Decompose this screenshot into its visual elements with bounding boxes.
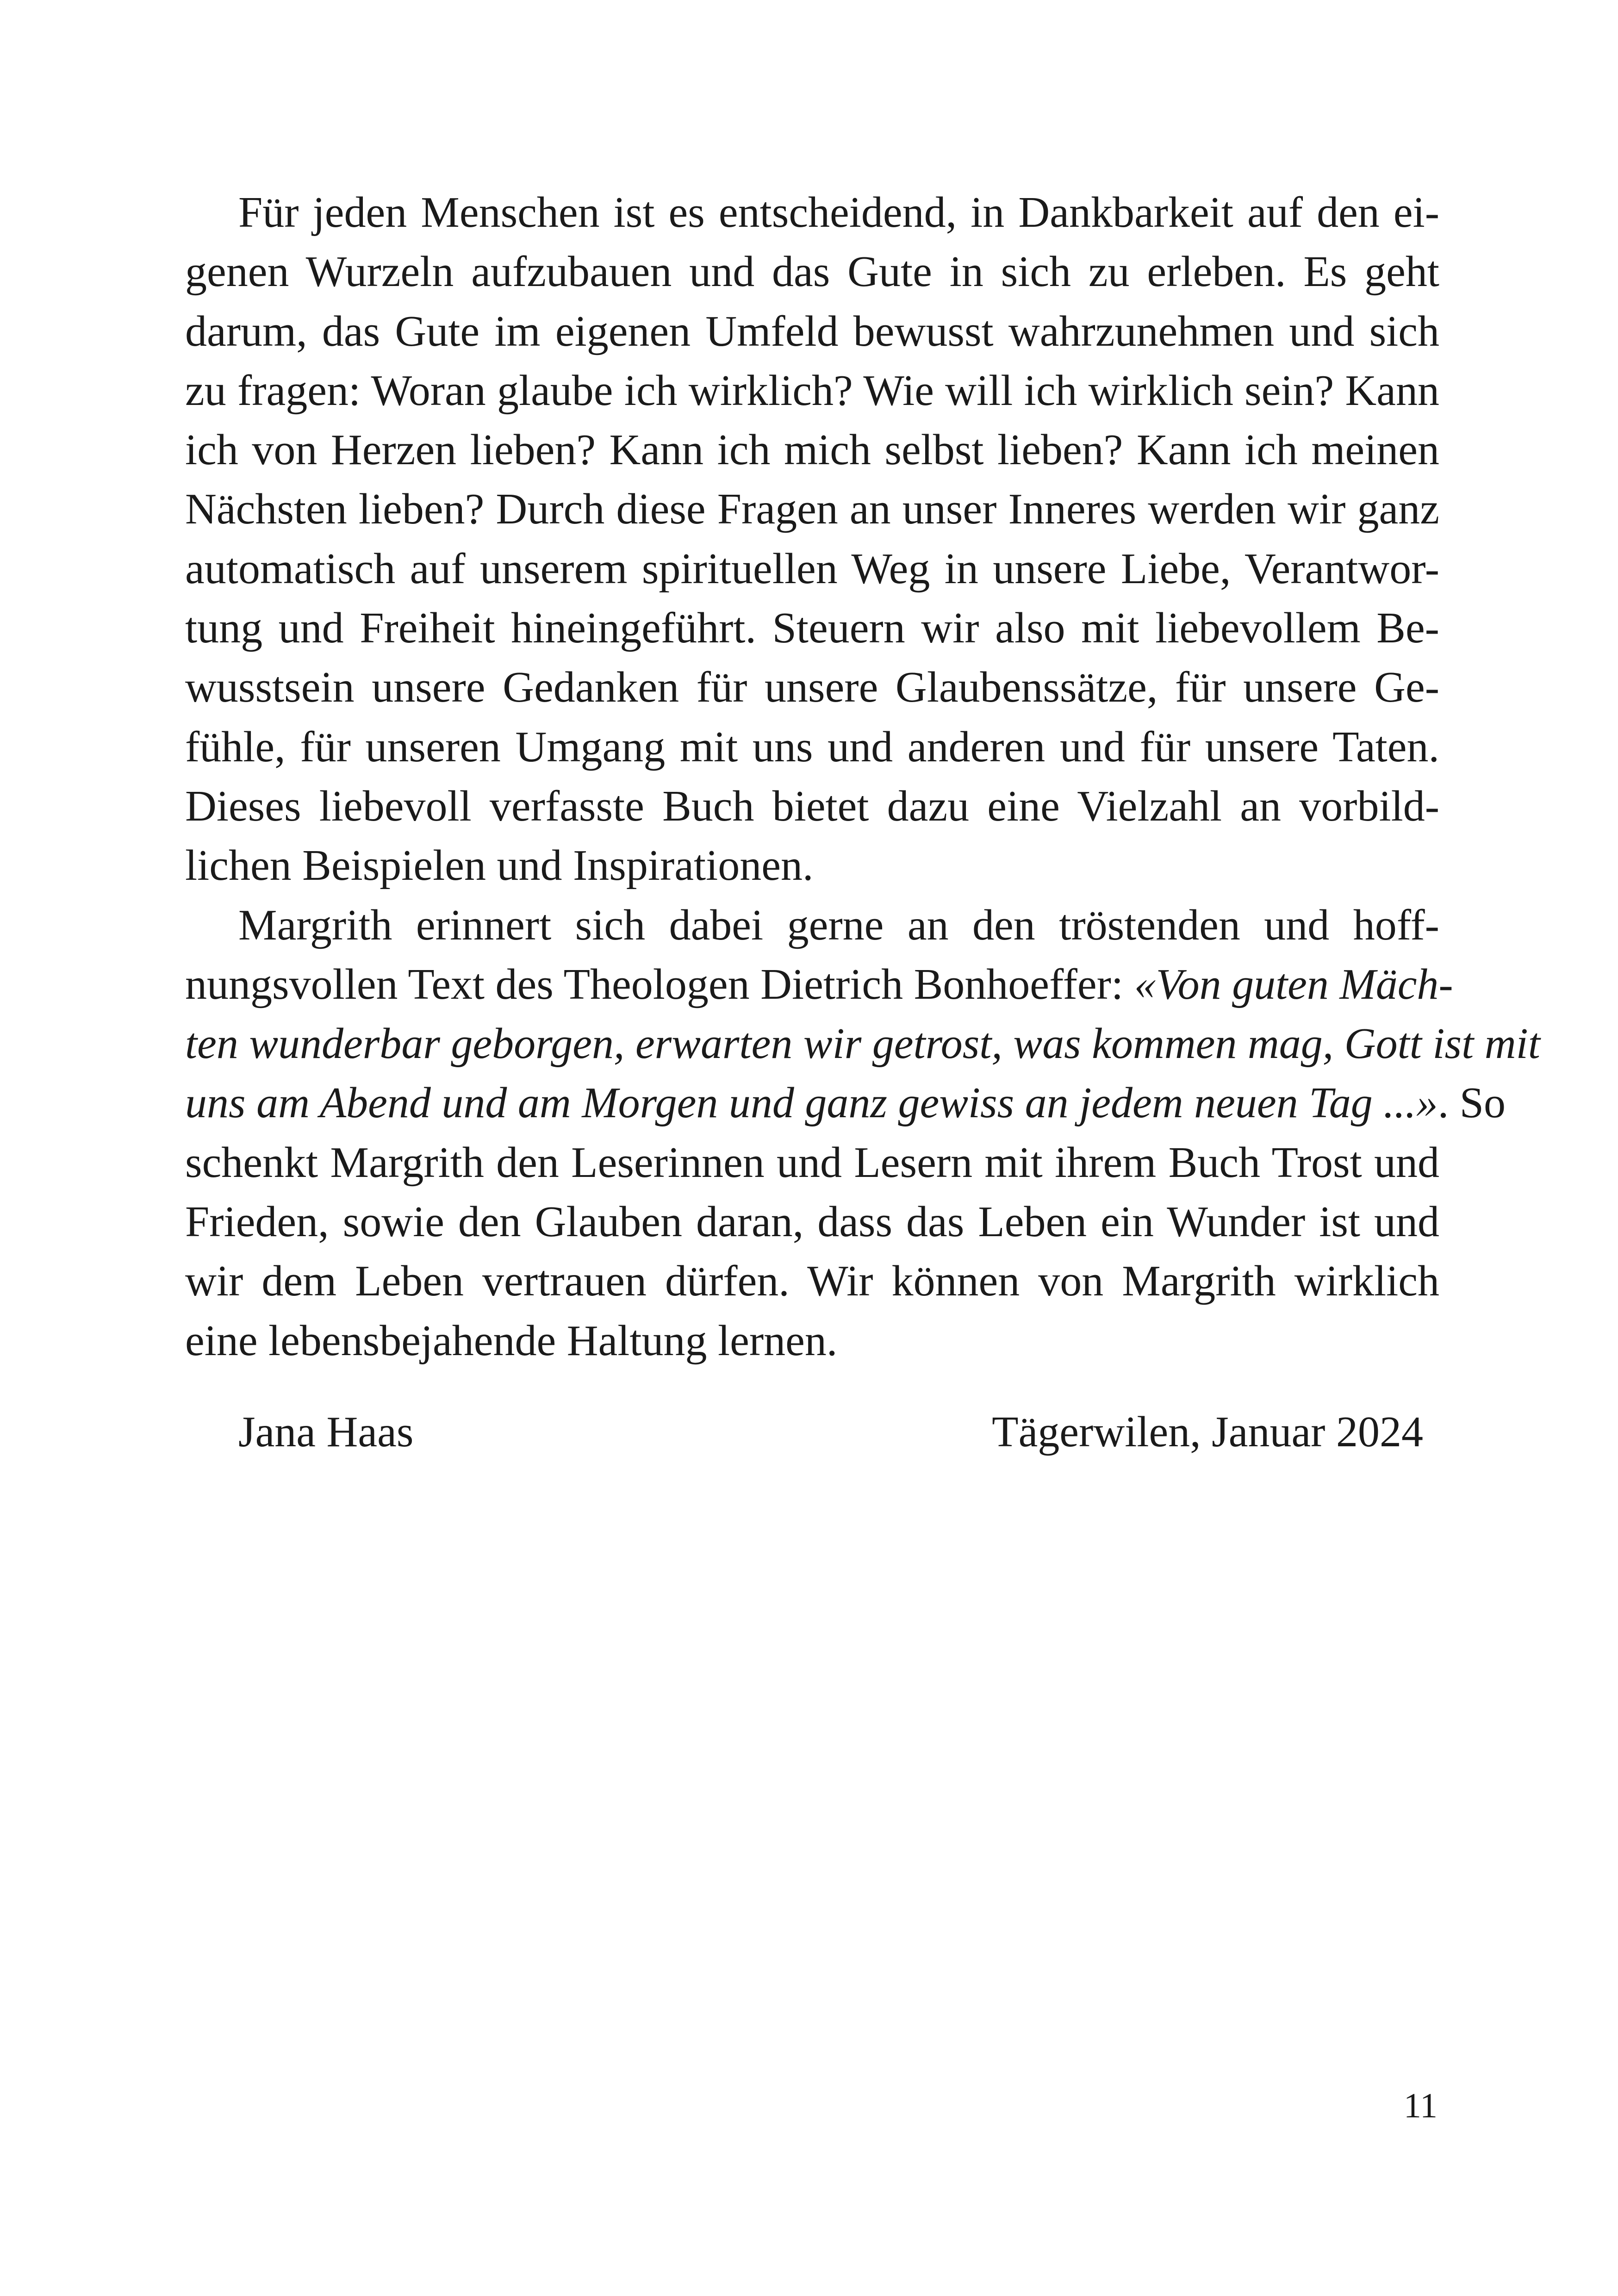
text-line: ich von Herzen lieben? Kann ich mich selbst lieben? Kann ich meinen (185, 426, 1439, 474)
text-run: . So (1438, 1079, 1506, 1127)
signature-block (238, 1402, 1423, 1462)
text-line: lichen Beispielen und Inspirationen. (185, 841, 814, 890)
page-number: 11 (1403, 2086, 1438, 2125)
text-line: eine lebensbejahende Haltung lernen. (185, 1316, 838, 1365)
paragraph (185, 896, 1540, 1370)
paragraph (185, 183, 1439, 896)
text-line: automatisch auf unserem spirituellen Weg in unsere Liebe, Verantwor- (185, 544, 1439, 593)
author-name: Jana Haas (238, 1408, 414, 1456)
text-line: Nächsten lieben? Durch diese Fragen an unser Inneres werden wir ganz (185, 485, 1439, 534)
text-line: Frieden, sowie den Glauben daran, dass das Leben ein Wunder ist und (185, 1198, 1439, 1246)
text-line: fühle, für unseren Umgang mit uns und anderen und für unsere Taten. (185, 722, 1439, 771)
text-line: darum, das Gute im eigenen Umfeld bewusst wahrzunehmen und sich (185, 307, 1439, 355)
text-line: wir dem Leben vertrauen dürfen. Wir können von Margrith wirklich (185, 1257, 1439, 1306)
place-date: Tägerwilen, Januar 2024 (992, 1408, 1423, 1456)
quote-text: «Von guten Mäch- (1134, 960, 1453, 1008)
text-line (185, 1073, 1506, 1132)
text-line: Für jeden Menschen ist es entscheidend, in Dankbarkeit auf den ei- (238, 188, 1439, 236)
body-text (185, 183, 1540, 1370)
text-line (185, 955, 1453, 1014)
text-line: Margrith erinnert sich dabei gerne an den tröstenden und hoff- (238, 901, 1439, 949)
text-line: zu fragen: Woran glaube ich wirklich? Wie will ich wirklich sein? Kann (185, 366, 1439, 415)
text-line: wusstsein unsere Gedanken für unsere Glaubenssätze, für unsere Ge- (185, 663, 1439, 712)
text-line: tung und Freiheit hineingeführt. Steuern wir also mit liebevollem Be- (185, 604, 1439, 653)
text-line: schenkt Margrith den Leserinnen und Lesern mit ihrem Buch Trost und (185, 1138, 1439, 1187)
text-line: Dieses liebevoll verfasste Buch bietet dazu eine Vielzahl an vorbild- (185, 782, 1439, 830)
quote-text: uns am Abend und am Morgen und ganz gewiss an jedem neuen Tag ...» (185, 1079, 1438, 1127)
text-line: genen Wurzeln aufzubauen und das Gute in sich zu erleben. Es geht (185, 248, 1439, 296)
quote-text: ten wunderbar geborgen, erwarten wir getrost, was kommen mag, Gott ist mit (185, 1020, 1540, 1068)
text-run: nungsvollen Text des Theologen Dietrich Bonhoeffer: (185, 960, 1134, 1008)
